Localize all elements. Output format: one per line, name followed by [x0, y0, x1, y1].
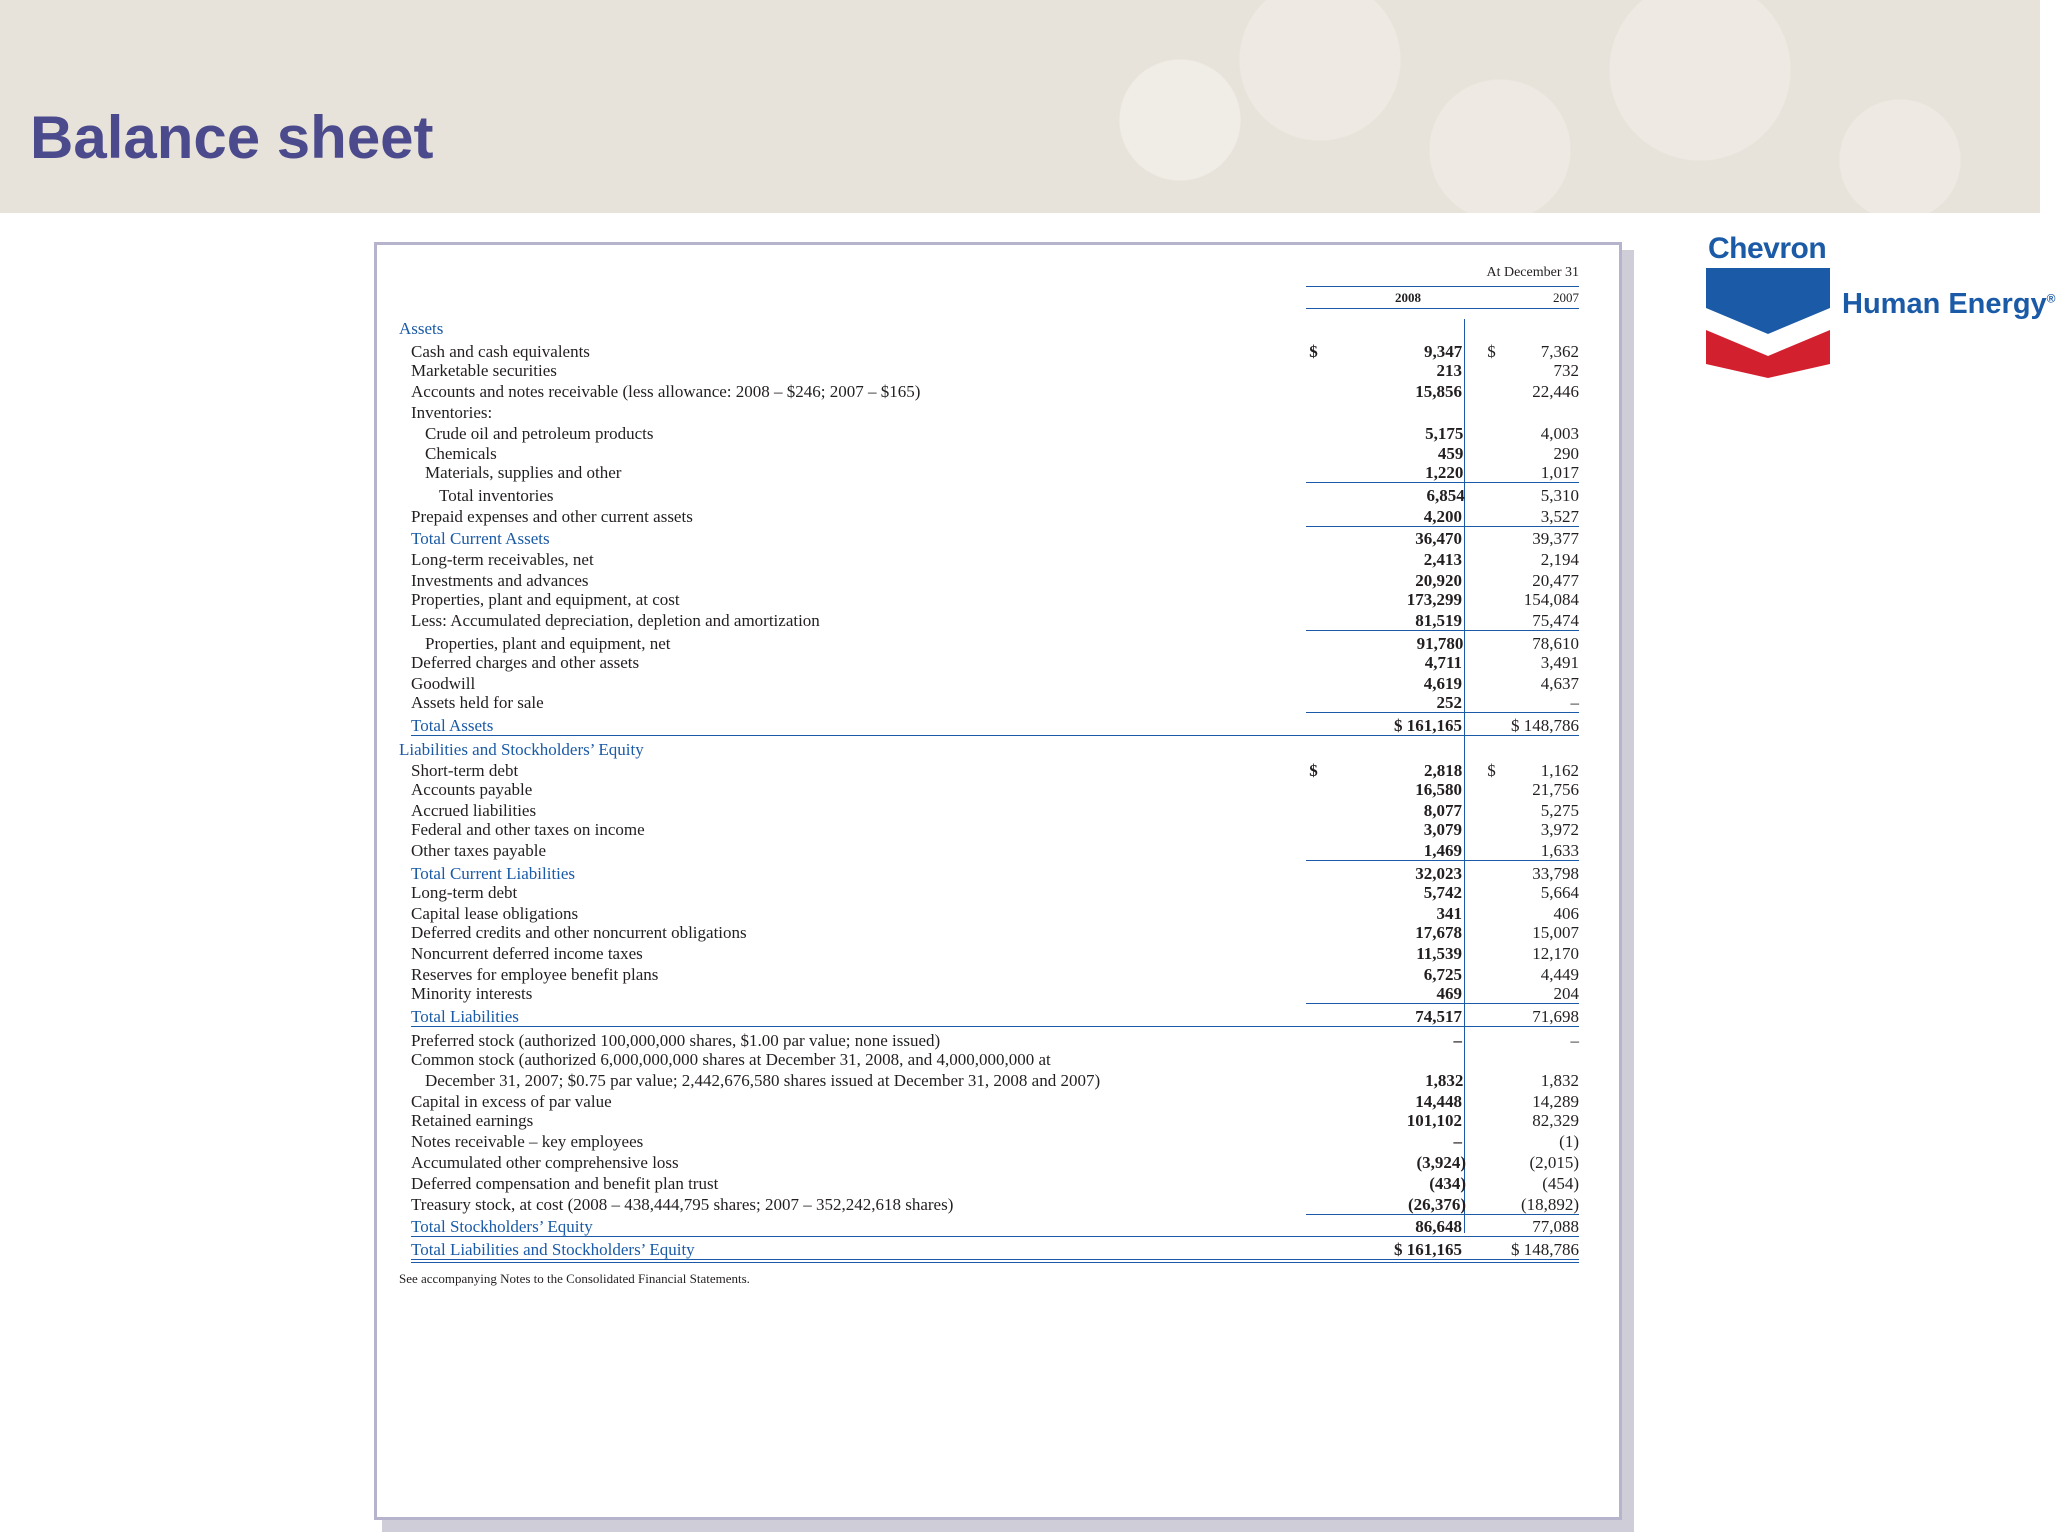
- section-header: [399, 740, 1579, 759]
- header-rule: [1306, 286, 1579, 287]
- row-label: Total Current Liabilities: [411, 864, 576, 883]
- table-row: [399, 486, 1579, 505]
- row-rule: [1306, 1003, 1579, 1004]
- table-row: [399, 923, 1579, 942]
- value-2008: 5,742: [1423, 883, 1463, 902]
- table-row: [399, 444, 1579, 463]
- currency-symbol: $ 148,786: [1511, 1240, 1579, 1259]
- value-2008: 20,920: [1415, 571, 1463, 590]
- value-2008: (26,376): [1407, 1195, 1467, 1214]
- cell-value: 7,362: [1540, 342, 1579, 361]
- value-2007: [1469, 761, 1579, 780]
- row-label: Liabilities and Stockholders’ Equity: [399, 740, 644, 759]
- row-label: Total Assets: [411, 716, 494, 735]
- chevron-logo: [1706, 232, 2056, 382]
- value-2008: 6,725: [1423, 965, 1463, 984]
- currency-symbol: $ 148,786: [1511, 716, 1579, 735]
- value-2007: 204: [1553, 984, 1579, 1003]
- currency-symbol: $: [1309, 761, 1318, 780]
- table-row: [399, 944, 1579, 963]
- table-row: [399, 424, 1579, 443]
- table-row: [399, 1195, 1579, 1214]
- table-row: [399, 883, 1579, 902]
- row-label: Deferred charges and other assets: [411, 653, 640, 672]
- value-2008: 469: [1436, 984, 1463, 1003]
- row-label: Deferred credits and other noncurrent obligations: [411, 923, 747, 942]
- total-row: [399, 1240, 1579, 1259]
- value-2007: 39,377: [1532, 529, 1579, 548]
- row-rule: [411, 735, 1579, 736]
- row-label: Chemicals: [425, 444, 497, 463]
- table-row: [399, 1111, 1579, 1130]
- table-row: [399, 463, 1579, 482]
- table-row: [399, 841, 1579, 860]
- row-label: Capital lease obligations: [411, 904, 579, 923]
- value-2008: 4,200: [1423, 507, 1463, 526]
- row-label: Accounts payable: [411, 780, 533, 799]
- row-rule: [1306, 630, 1579, 631]
- table-row: [399, 1071, 1579, 1090]
- row-rule: [411, 1026, 1579, 1027]
- value-2008: 1,832: [1425, 1071, 1464, 1090]
- footnote: See accompanying Notes to the Consolidated Financial Statements.: [399, 1271, 750, 1286]
- table-row: [399, 984, 1579, 1003]
- value-2008: 74,517: [1415, 1007, 1463, 1026]
- table-row: [399, 965, 1579, 984]
- value-2007: (454): [1542, 1174, 1580, 1193]
- currency-symbol: $ 161,165: [1394, 1240, 1463, 1259]
- value-2008: (434): [1429, 1174, 1467, 1193]
- row-label: Less: Accumulated depreciation, depletion and amortization: [411, 611, 820, 630]
- row-label: Federal and other taxes on income: [411, 820, 645, 839]
- value-2007: 4,449: [1540, 965, 1579, 984]
- value-2007: 78,610: [1532, 634, 1579, 653]
- cell-value: 9,347: [1423, 342, 1463, 361]
- row-label: Investments and advances: [411, 571, 589, 590]
- value-2007: 4,637: [1540, 674, 1579, 693]
- header-rule: [1306, 308, 1579, 309]
- row-label: Other taxes payable: [411, 841, 546, 860]
- row-label: Total Current Assets: [411, 529, 550, 548]
- row-rule: [1306, 712, 1579, 713]
- table-row: [399, 1132, 1579, 1151]
- row-label: Accounts and notes receivable (less allowance: 2008 – $246; 2007 – $165): [411, 382, 921, 401]
- value-2007: 20,477: [1532, 571, 1579, 590]
- value-2008: 3,079: [1423, 820, 1463, 839]
- value-2007: (2,015): [1529, 1153, 1580, 1172]
- balance-sheet-table: [399, 259, 1579, 1287]
- row-label: Prepaid expenses and other current assets: [411, 507, 693, 526]
- total-row: [399, 1007, 1579, 1026]
- row-label: Common stock (authorized 6,000,000,000 shares at December 31, 2008, and 4,000,000,000 at: [411, 1050, 1051, 1069]
- value-2007: [1469, 1240, 1579, 1259]
- value-2007: 82,329: [1532, 1111, 1579, 1130]
- value-2007: 15,007: [1532, 923, 1579, 942]
- row-rule: [1306, 526, 1579, 527]
- row-label: Accumulated other comprehensive loss: [411, 1153, 679, 1172]
- value-2007: 732: [1553, 361, 1579, 380]
- row-label: Total Liabilities and Stockholders’ Equity: [411, 1240, 695, 1259]
- value-2008: 17,678: [1415, 923, 1463, 942]
- value-2008: 6,854: [1426, 486, 1465, 505]
- value-2008: 213: [1436, 361, 1463, 380]
- row-label: Properties, plant and equipment, at cost: [411, 590, 680, 609]
- table-row: [399, 693, 1579, 712]
- row-label: Marketable securities: [411, 361, 557, 380]
- value-2008: 459: [1437, 444, 1464, 463]
- total-row: [399, 529, 1579, 548]
- table-row: [399, 590, 1579, 609]
- value-2008: [1309, 1240, 1470, 1259]
- value-2008: 4,619: [1423, 674, 1463, 693]
- row-label: Assets held for sale: [411, 693, 544, 712]
- row-label: Total inventories: [439, 486, 554, 505]
- trademark-mark: ®: [2046, 291, 2056, 306]
- value-2008: 11,539: [1416, 944, 1463, 963]
- value-2008: 91,780: [1416, 634, 1464, 653]
- value-2007: 22,446: [1532, 382, 1579, 401]
- table-row: [399, 801, 1579, 820]
- table-row: [399, 904, 1579, 923]
- value-2008: 5,175: [1425, 424, 1464, 443]
- table-row: [399, 403, 1579, 422]
- table-row: [399, 571, 1579, 590]
- value-2008: 1,220: [1425, 463, 1464, 482]
- table-row: [399, 550, 1579, 569]
- value-2007: 1,832: [1540, 1071, 1579, 1090]
- value-2008: (3,924): [1416, 1153, 1467, 1172]
- row-rule: [411, 1236, 1579, 1237]
- value-2007: 5,664: [1540, 883, 1579, 902]
- currency-symbol: $: [1309, 342, 1318, 361]
- table-row: [399, 361, 1579, 380]
- row-label: Inventories:: [411, 403, 493, 422]
- row-label: Assets: [399, 319, 444, 338]
- currency-symbol: $ 161,165: [1394, 716, 1463, 735]
- row-label: Cash and cash equivalents: [411, 342, 590, 361]
- table-row: [399, 780, 1579, 799]
- row-label: Minority interests: [411, 984, 533, 1003]
- value-2007: 3,972: [1540, 820, 1579, 839]
- value-2007: 12,170: [1532, 944, 1579, 963]
- table-row: [399, 1153, 1579, 1172]
- value-2007: 3,527: [1540, 507, 1579, 526]
- row-rule: [1306, 860, 1579, 861]
- balance-sheet-document: [374, 242, 1622, 1520]
- value-2008: –: [1453, 1031, 1463, 1050]
- table-row: [399, 820, 1579, 839]
- value-2008: 32,023: [1415, 864, 1463, 883]
- value-2007: 154,084: [1523, 590, 1579, 609]
- row-label: Total Stockholders’ Equity: [411, 1217, 593, 1236]
- value-2007: 33,798: [1532, 864, 1579, 883]
- row-label: Long-term debt: [411, 883, 518, 902]
- value-2008: 2,413: [1423, 550, 1463, 569]
- value-2007: (18,892): [1520, 1195, 1580, 1214]
- year-2007-header: 2007: [1553, 290, 1579, 305]
- row-label: Noncurrent deferred income taxes: [411, 944, 643, 963]
- row-rule: [1306, 1214, 1579, 1215]
- row-label: Retained earnings: [411, 1111, 534, 1130]
- value-2008: 8,077: [1423, 801, 1463, 820]
- value-2007: [1469, 716, 1579, 735]
- value-2007: 75,474: [1532, 611, 1579, 630]
- section-header: [399, 319, 1579, 338]
- row-rule: [1306, 482, 1579, 483]
- table-row: [399, 1050, 1579, 1069]
- table-row: [399, 674, 1579, 693]
- row-label: Reserves for employee benefit plans: [411, 965, 659, 984]
- value-2007: 4,003: [1540, 424, 1579, 443]
- slide-title: Balance sheet: [30, 104, 434, 171]
- table-row: [399, 611, 1579, 630]
- value-2007: 71,698: [1532, 1007, 1579, 1026]
- value-2007: 5,275: [1540, 801, 1579, 820]
- table-row: [399, 382, 1579, 401]
- value-2007: 2,194: [1540, 550, 1579, 569]
- value-2008: 36,470: [1415, 529, 1463, 548]
- row-label: Preferred stock (authorized 100,000,000 shares, $1.00 par value; none issued): [411, 1031, 941, 1050]
- value-2008: [1305, 342, 1469, 361]
- table-row: [399, 507, 1579, 526]
- column-header: [399, 259, 1579, 309]
- value-2008: 4,711: [1424, 653, 1463, 672]
- row-label: Total Liabilities: [411, 1007, 519, 1026]
- total-row: [399, 1217, 1579, 1236]
- logo-wordmark: Chevron: [1708, 232, 1827, 265]
- value-2007: 1,633: [1540, 841, 1579, 860]
- cell-value: 1,162: [1540, 761, 1579, 780]
- row-label: Capital in excess of par value: [411, 1092, 612, 1111]
- table-row: [399, 634, 1579, 653]
- value-2008: –: [1453, 1132, 1463, 1151]
- value-2008: 15,856: [1415, 382, 1463, 401]
- value-2007: –: [1570, 693, 1579, 712]
- row-label: Properties, plant and equipment, net: [425, 634, 671, 653]
- currency-symbol: $: [1487, 761, 1496, 780]
- value-2007: 3,491: [1540, 653, 1579, 672]
- row-label: Long-term receivables, net: [411, 550, 594, 569]
- chevron-hallmark-icon: [1706, 268, 1830, 378]
- table-row: [399, 653, 1579, 672]
- value-2007: 77,088: [1532, 1217, 1579, 1236]
- balance-sheet-rows: [399, 319, 1579, 1263]
- total-row: [399, 716, 1579, 735]
- value-2008: 81,519: [1415, 611, 1463, 630]
- row-label: Crude oil and petroleum products: [425, 424, 654, 443]
- table-row: [399, 1031, 1579, 1050]
- row-label: Accrued liabilities: [411, 801, 537, 820]
- row-label: Short-term debt: [411, 761, 519, 780]
- value-2007: 21,756: [1532, 780, 1579, 799]
- value-2008: [1309, 716, 1470, 735]
- row-rule: [411, 1259, 1579, 1260]
- value-2008: 101,102: [1406, 1111, 1463, 1130]
- value-2007: [1469, 342, 1579, 361]
- value-2007: –: [1570, 1031, 1579, 1050]
- year-2008-header: 2008: [1395, 290, 1421, 305]
- period-label: At December 31: [1486, 265, 1579, 280]
- table-row: [399, 761, 1579, 780]
- row-label: December 31, 2007; $0.75 par value; 2,442,676,580 shares issued at December 31, 2008 and 2007): [425, 1071, 1101, 1090]
- value-2007: 406: [1553, 904, 1579, 923]
- value-2007: 1,017: [1540, 463, 1579, 482]
- value-2007: 290: [1553, 444, 1579, 463]
- value-2008: 252: [1436, 693, 1463, 712]
- table-row: [399, 1092, 1579, 1111]
- cell-value: 2,818: [1423, 761, 1463, 780]
- row-label: Materials, supplies and other: [425, 463, 622, 482]
- row-label: Treasury stock, at cost (2008 – 438,444,795 shares; 2007 – 352,242,618 shares): [411, 1195, 954, 1214]
- row-label: Deferred compensation and benefit plan trust: [411, 1174, 719, 1193]
- total-row: [399, 864, 1579, 883]
- row-label: Goodwill: [411, 674, 476, 693]
- value-2008: [1305, 761, 1469, 780]
- value-2008: 86,648: [1415, 1217, 1463, 1236]
- value-2007: (1): [1559, 1132, 1579, 1151]
- value-2008: 16,580: [1415, 780, 1463, 799]
- table-row: [399, 342, 1579, 361]
- value-2007: 5,310: [1540, 486, 1579, 505]
- value-2008: 341: [1436, 904, 1463, 923]
- value-2007: 14,289: [1532, 1092, 1579, 1111]
- value-2008: 1,469: [1423, 841, 1463, 860]
- currency-symbol: $: [1487, 342, 1496, 361]
- table-row: [399, 1174, 1579, 1193]
- row-label: Notes receivable – key employees: [411, 1132, 644, 1151]
- row-rule: [411, 1262, 1579, 1263]
- value-2008: 173,299: [1406, 590, 1463, 609]
- logo-tagline: Human Energy®: [1842, 288, 2056, 320]
- value-2008: 14,448: [1415, 1092, 1463, 1111]
